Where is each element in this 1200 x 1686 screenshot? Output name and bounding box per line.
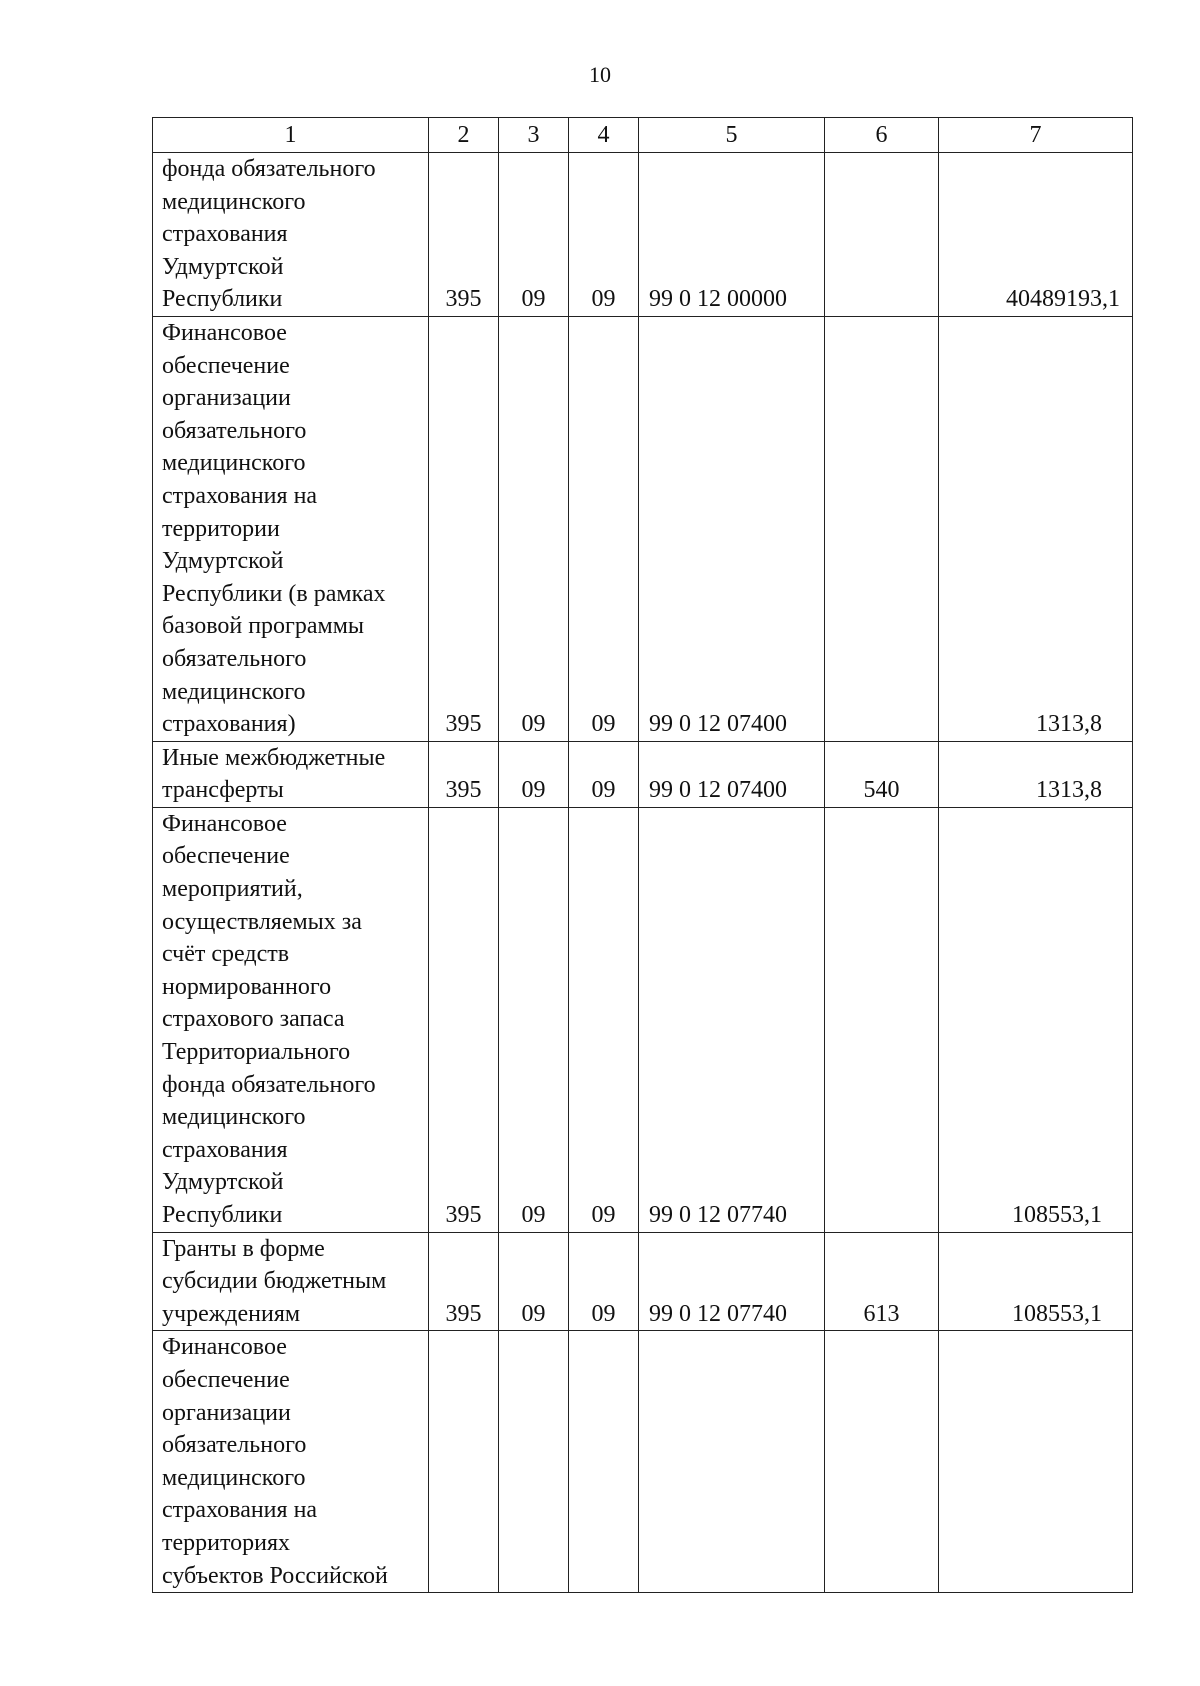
expense-type-cell [825,153,939,317]
section-code-cell: 09 [499,1232,569,1331]
row-name-line: обеспечение [162,843,290,870]
target-article-cell: 99 0 12 07400 [639,316,825,741]
subsection-code-cell: 09 [569,316,639,741]
row-name-line: медицинского [162,1104,306,1131]
column-header-1: 1 [153,118,429,153]
header-row [153,118,1133,153]
column-header-4: 4 [569,118,639,153]
subsection-code-cell: 09 [569,807,639,1232]
row-name-line: счёт средств [162,941,290,968]
row-name-line: Финансовое [162,1334,287,1361]
target-article-cell [639,1331,825,1593]
table-row [153,153,1133,317]
amount-cell: 1313,8 [939,741,1133,807]
target-article-cell: 99 0 12 00000 [639,153,825,317]
table-row [153,741,1133,807]
row-name-line: обязательного [162,1432,307,1459]
amount-cell [939,1331,1133,1593]
row-name-line: медицинского [162,188,306,215]
column-header-6: 6 [825,118,939,153]
ministry-code-cell: 395 [429,807,499,1232]
expense-type-cell: 613 [825,1232,939,1331]
column-header-7: 7 [939,118,1133,153]
row-name-line: Территориального [162,1039,351,1066]
amount-cell: 108553,1 [939,807,1133,1232]
subsection-code-cell [569,1331,639,1593]
row-name-line: страхования на [162,482,318,509]
column-header-5: 5 [639,118,825,153]
row-name-line: мероприятий, [162,876,303,903]
row-name-line: субсидии бюджетным [162,1268,387,1295]
column-header-3: 3 [499,118,569,153]
target-article-cell: 99 0 12 07740 [639,1232,825,1331]
row-name-line: страхования) [162,711,296,738]
section-code-cell: 09 [499,153,569,317]
row-name-cell [153,807,429,1232]
row-name-line: нормированного [162,973,332,1000]
column-header-2: 2 [429,118,499,153]
row-name-line: обязательного [162,645,307,672]
amount-cell: 40489193,1 [939,153,1133,317]
row-name-line: Удмуртской [162,253,284,280]
table-row [153,316,1133,741]
row-name-line: Финансовое [162,319,287,346]
table-row [153,807,1133,1232]
row-name-line: Гранты в форме [162,1235,325,1262]
ministry-code-cell: 395 [429,741,499,807]
row-name-cell [153,741,429,807]
row-name-line: Республики [162,286,283,313]
expense-type-cell [825,807,939,1232]
expense-type-cell [825,316,939,741]
page-number: 10 [589,62,611,87]
section-code-cell [499,1331,569,1593]
ministry-code-cell: 395 [429,153,499,317]
amount-cell: 108553,1 [939,1232,1133,1331]
table-row [153,1232,1133,1331]
row-name-line: страхования [162,1136,288,1163]
row-name-line: медицинского [162,1464,306,1491]
row-name-line: трансферты [162,777,284,804]
table-row [153,1331,1133,1593]
row-name-line: организации [162,1399,291,1426]
row-name-cell [153,316,429,741]
target-article-cell: 99 0 12 07400 [639,741,825,807]
subsection-code-cell: 09 [569,153,639,317]
row-name-line: территории [162,515,280,542]
row-name-line: базовой программы [162,613,365,640]
row-name-cell [153,1331,429,1593]
expense-type-cell [825,1331,939,1593]
ministry-code-cell: 395 [429,316,499,741]
row-name-line: осуществляемых за [162,908,362,935]
row-name-line: учреждениям [162,1300,301,1327]
row-name-line: фонда обязательного [162,1071,376,1098]
row-name-line: фонда обязательного [162,156,376,182]
row-name-line: организации [162,385,291,412]
row-name-cell [153,153,429,317]
row-name-line: Финансовое [162,810,287,837]
row-name-cell [153,1232,429,1331]
row-name-line: страхового запаса [162,1006,345,1033]
row-name-line: территориях [162,1529,291,1556]
row-name-line: обязательного [162,417,307,444]
row-name-line: Республики (в рамках [162,580,386,607]
row-name-line: обеспечение [162,352,290,379]
ministry-code-cell [429,1331,499,1593]
row-name-line: обеспечение [162,1366,290,1393]
section-code-cell: 09 [499,741,569,807]
row-name-line: субъектов Российской [162,1562,388,1589]
row-name-line: Иные межбюджетные [162,744,386,771]
row-name-line: медицинского [162,450,306,477]
section-code-cell: 09 [499,807,569,1232]
row-name-line: Удмуртской [162,548,284,575]
expense-type-cell: 540 [825,741,939,807]
row-name-line: медицинского [162,678,306,705]
budget-table [152,117,1133,1593]
row-name-line: Удмуртской [162,1169,284,1196]
subsection-code-cell: 09 [569,741,639,807]
ministry-code-cell: 395 [429,1232,499,1331]
section-code-cell: 09 [499,316,569,741]
subsection-code-cell: 09 [569,1232,639,1331]
row-name-line: Республики [162,1202,283,1228]
row-name-line: страхования на [162,1497,318,1524]
target-article-cell: 99 0 12 07740 [639,807,825,1232]
row-name-line: страхования [162,221,288,248]
amount-cell: 1313,8 [939,316,1133,741]
